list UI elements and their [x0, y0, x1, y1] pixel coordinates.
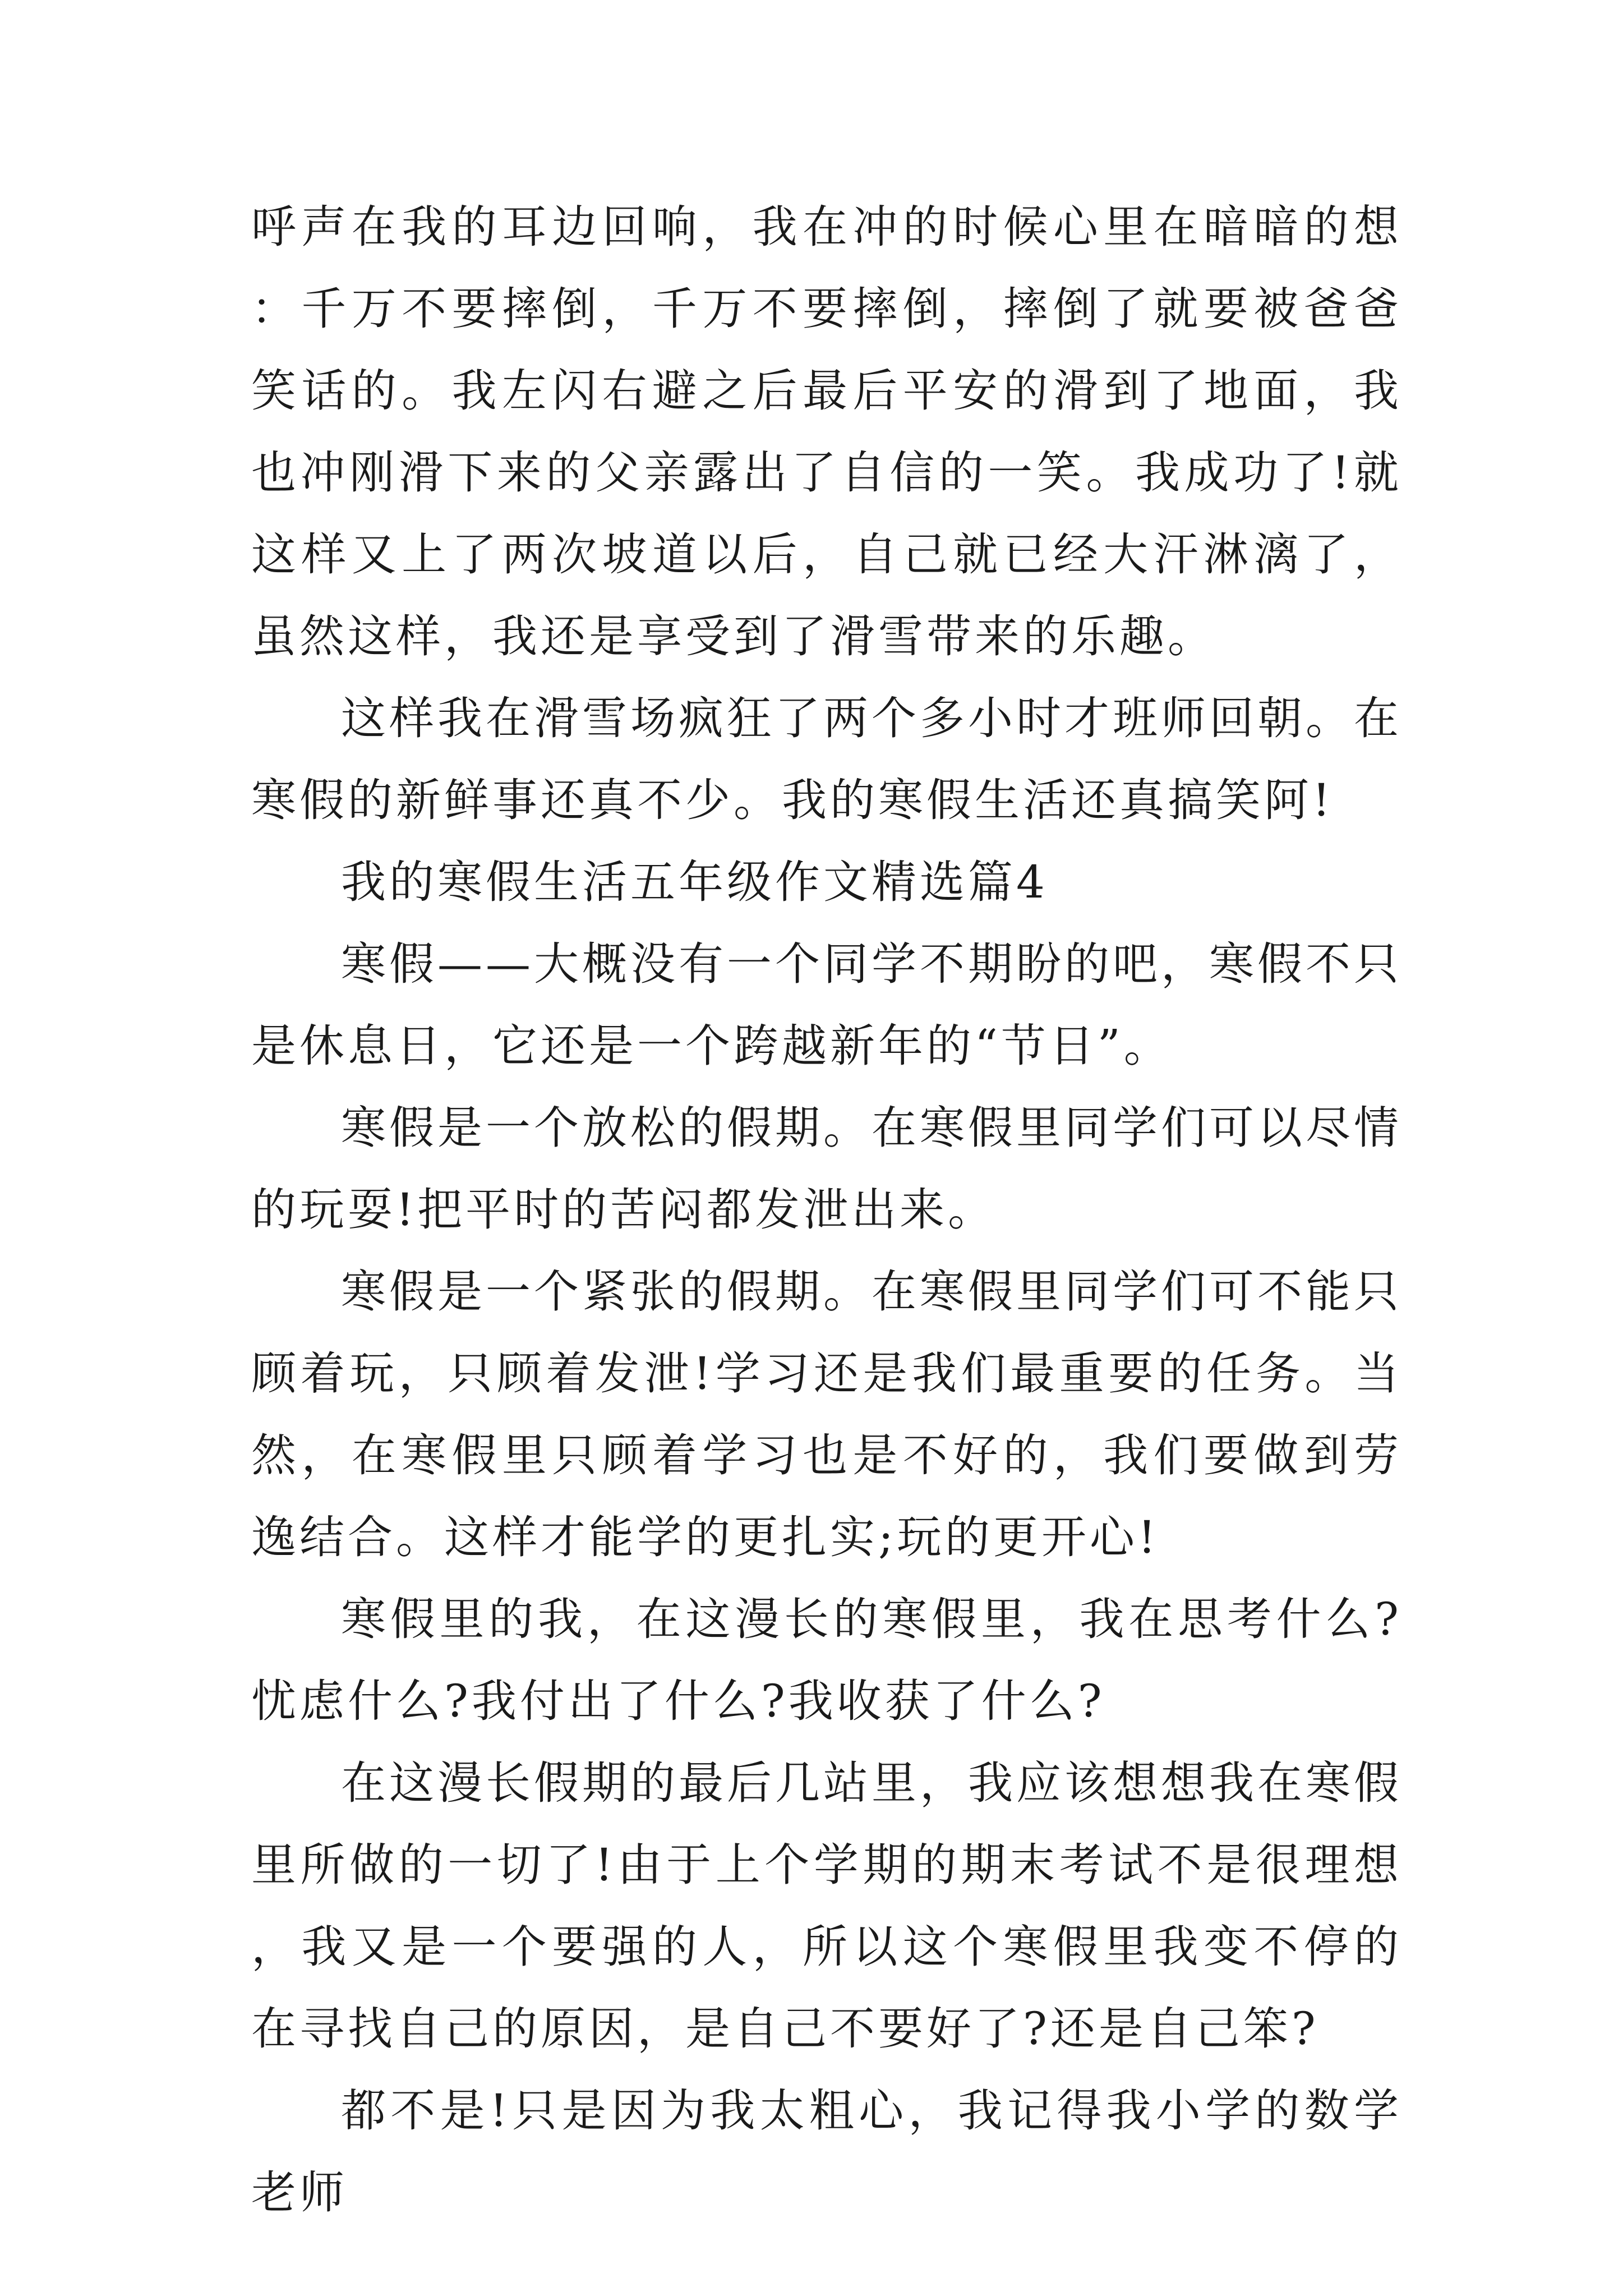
section-heading: 我的寒假生活五年级作文精选篇4 — [341, 856, 1048, 908]
paragraph-6: 寒假里的我，在这漫长的寒假里，我在思考什么?忧虑什么?我付出了什么?我收获了什么? — [251, 1593, 1402, 1727]
document-body — [251, 186, 1402, 2234]
paragraph-3: 寒假——大概没有一个同学不期盼的吧，寒假不只是休息日，它还是一个跨越新年的“节日”。 — [251, 938, 1402, 1072]
paragraph-1: 呼声在我的耳边回响，我在冲的时候心里在暗暗的想：千万不要摔倒，千万不要摔倒，摔倒了就要被爸爸笑话的。我左闪右避之后最后平安的滑到了地面，我也冲刚滑下来的父亲露出了自信的一笑。我成功了!就这样又上了两次坡道以后，自己就已经大汗淋漓了，虽然这样，我还是享受到了滑雪带来的乐趣。 — [251, 201, 1402, 662]
paragraph-8: 都不是!只是因为我太粗心，我记得我小学的数学老师 — [251, 2085, 1402, 2219]
paragraph-7: 在这漫长假期的最后几站里，我应该想想我在寒假里所做的一切了!由于上个学期的期末考试不是很理想，我又是一个要强的人，所以这个寒假里我变不停的在寻找自己的原因，是自己不要好了?还是自己笨? — [251, 1757, 1402, 2055]
paragraph-2: 这样我在滑雪场疯狂了两个多小时才班师回朝。在寒假的新鲜事还真不少。我的寒假生活还真搞笑阿! — [251, 692, 1402, 826]
paragraph-4: 寒假是一个放松的假期。在寒假里同学们可以尽情的玩耍!把平时的苦闷都发泄出来。 — [251, 1102, 1402, 1236]
paragraph-5: 寒假是一个紧张的假期。在寒假里同学们可不能只顾着玩，只顾着发泄!学习还是我们最重要的任务。当然，在寒假里只顾着学习也是不好的，我们要做到劳逸结合。这样才能学的更扎实;玩的更开心! — [251, 1266, 1402, 1563]
